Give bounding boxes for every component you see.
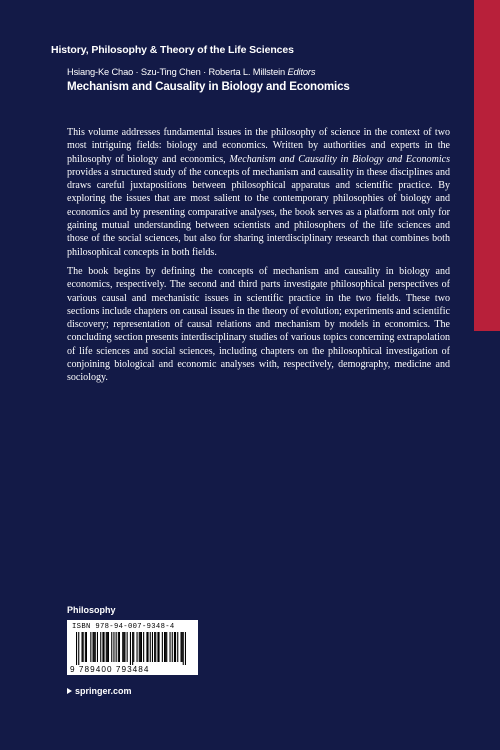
barcode-bar bbox=[107, 632, 108, 662]
subject-category: Philosophy bbox=[67, 605, 116, 615]
barcode-bar bbox=[139, 632, 140, 662]
barcode-bar bbox=[82, 632, 83, 662]
barcode-bar bbox=[122, 632, 123, 662]
barcode-digits: 9 789400 793484 bbox=[70, 665, 150, 674]
barcode-bar bbox=[106, 632, 107, 662]
book-title: Mechanism and Causality in Biology and Economics bbox=[67, 80, 350, 93]
barcode-bar bbox=[172, 632, 173, 662]
barcode-bar bbox=[143, 632, 144, 662]
barcode-bar bbox=[116, 632, 117, 662]
barcode-bar bbox=[130, 632, 131, 665]
barcode-bar bbox=[137, 632, 138, 662]
barcode-bar bbox=[182, 632, 183, 662]
barcode-bar bbox=[124, 632, 125, 662]
barcode-bar bbox=[102, 632, 103, 662]
barcode-bar bbox=[100, 632, 101, 662]
barcode-bar bbox=[97, 632, 98, 662]
blurb-paragraph-1 bbox=[67, 126, 450, 259]
accent-band bbox=[474, 0, 500, 331]
barcode-bar bbox=[132, 632, 133, 665]
barcode-bar bbox=[174, 632, 175, 662]
editors-role: Editors bbox=[287, 67, 316, 77]
barcode-bar bbox=[166, 632, 167, 662]
barcode-bar bbox=[185, 632, 186, 665]
arrow-right-icon bbox=[67, 688, 72, 694]
barcode-bar bbox=[154, 632, 155, 662]
barcode-bar bbox=[94, 632, 95, 662]
barcode-bar bbox=[141, 632, 142, 662]
barcode-bar bbox=[175, 632, 176, 662]
barcode-bar bbox=[164, 632, 165, 662]
barcode-bar bbox=[150, 632, 151, 662]
barcode-bar bbox=[170, 632, 171, 662]
barcode-bar bbox=[118, 632, 119, 662]
barcode-bar bbox=[104, 632, 105, 662]
barcode-bar bbox=[93, 632, 94, 662]
barcode-bar bbox=[140, 632, 141, 662]
barcode-bar bbox=[155, 632, 156, 662]
series-title: History, Philosophy & Theory of the Life Sciences bbox=[51, 44, 294, 56]
barcode-bar bbox=[127, 632, 128, 662]
barcode-bar bbox=[177, 632, 178, 662]
publisher-url: springer.com bbox=[75, 686, 132, 696]
barcode-bar bbox=[148, 632, 149, 662]
barcode-bar bbox=[146, 632, 147, 662]
barcode-bar bbox=[113, 632, 114, 662]
barcode-bar bbox=[181, 632, 182, 662]
barcode-bar bbox=[78, 632, 79, 665]
barcode-bar bbox=[108, 632, 109, 662]
barcode-bar bbox=[119, 632, 120, 662]
barcode-bar bbox=[85, 632, 86, 662]
barcode-bar bbox=[165, 632, 166, 662]
barcode-bars bbox=[67, 632, 198, 665]
barcode-bar bbox=[133, 632, 134, 662]
barcode-bar bbox=[86, 632, 87, 662]
blurb-text: provides a structured study of the concepts of mechanism and causality in these disciplines and draws careful juxtapositions between philosophical apparatus and scientific practice. By exploring the issues that are most salient to the contemporary philosophies of biology and economics and by presenting comparative analyses, the book serves as a platform not only for gaining mutual understanding between scientists and philosophers of the life sciences and those of the social sciences, but also for sharing interdisciplinary research that combines both philosophical concepts in both fields. bbox=[67, 166, 450, 258]
blurb-paragraph-2: The book begins by defining the concepts of mechanism and causality in biology and economics, respectively. The second and third parts investigate philosophical perspectives of various causal and mechanistic issues in scientific practice in the two fields. These two sections include chapters on causal issues in the theory of evolution; experiments and scientific discovery; representation of causal relations and mechanism by models in economics. The concluding section presents interdisciplinary studies of various topics concerning extrapolation of life sciences and social sciences, including chapters on the philosophical investigation of conjoining biological and economic analyses with, respectively, demography, medicine and sociology. bbox=[67, 265, 450, 384]
barcode-bar bbox=[152, 632, 153, 662]
isbn-label: ISBN 978-94-007-9348-4 bbox=[72, 623, 175, 631]
barcode-bar bbox=[83, 632, 84, 662]
editor-names: Hsiang-Ke Chao · Szu-Ting Chen · Roberta L. Millstein bbox=[67, 67, 286, 77]
barcode-bar bbox=[95, 632, 96, 662]
barcode-bar bbox=[159, 632, 160, 662]
barcode-bar bbox=[76, 632, 77, 665]
barcode-bar bbox=[90, 632, 91, 662]
blurb-italic-title: Mechanism and Causality in Biology and Economics bbox=[229, 153, 450, 165]
editors-line bbox=[67, 67, 315, 77]
barcode-bar bbox=[111, 632, 112, 662]
barcode-bar bbox=[157, 632, 158, 662]
barcode-bar bbox=[183, 632, 184, 665]
barcode-bar bbox=[162, 632, 163, 662]
publisher-link[interactable] bbox=[67, 686, 132, 696]
blurb-text: This volume addresses fundamental issues in the philosophy of science in the context of two most intriguing fields: biology and economics. Written by authorities and experts in the philosophy of biology and economics, bbox=[67, 127, 450, 165]
blurb bbox=[67, 126, 450, 391]
barcode bbox=[67, 620, 198, 675]
barcode-bar bbox=[123, 632, 124, 662]
